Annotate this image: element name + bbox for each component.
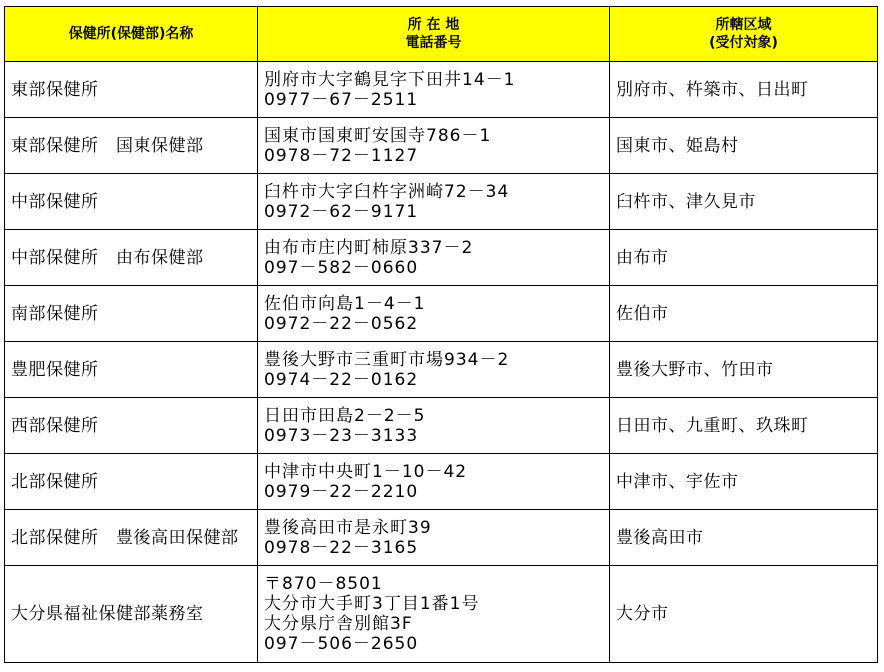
cell-name: 大分県福祉保健部薬務室 xyxy=(5,566,258,663)
address-line: 由布市庄内町柿原337－2 xyxy=(264,237,474,258)
cell-name: 豊肥保健所 xyxy=(5,342,258,398)
table-row xyxy=(5,286,878,342)
cell-area: 臼杵市、津久見市 xyxy=(610,174,878,230)
header-area-label: 所轄区域 xyxy=(715,17,772,33)
cell-address xyxy=(258,398,610,454)
table-row xyxy=(5,454,878,510)
address-line: 臼杵市大字臼杵字洲崎72－34 xyxy=(264,181,510,202)
cell-area: 別府市、杵築市、日出町 xyxy=(610,62,878,118)
cell-name: 西部保健所 xyxy=(5,398,258,454)
cell-area: 国東市、姫島村 xyxy=(610,118,878,174)
cell-address xyxy=(258,118,610,174)
cell-area: 日田市、九重町、玖珠町 xyxy=(610,398,878,454)
cell-name: 中部保健所 由布保健部 xyxy=(5,230,258,286)
header-area-sub-label: (受付対象) xyxy=(709,35,778,51)
cell-address xyxy=(258,566,610,663)
cell-address xyxy=(258,286,610,342)
header-name xyxy=(5,7,258,62)
phone-line: 0978－22－3165 xyxy=(264,537,419,558)
cell-area: 豊後大野市、竹田市 xyxy=(610,342,878,398)
postal-code-line: 〒870－8501 xyxy=(264,574,383,594)
cell-area: 豊後高田市 xyxy=(610,510,878,566)
phone-line: 0973－23－3133 xyxy=(264,425,419,446)
table-row xyxy=(5,342,878,398)
address-line: 別府市大字鶴見字下田井14－1 xyxy=(264,69,516,90)
header-phone-label: 電話番号 xyxy=(405,35,462,51)
cell-area: 中津市、宇佐市 xyxy=(610,454,878,510)
table-row xyxy=(5,510,878,566)
address-line: 国東市国東町安国寺786－1 xyxy=(264,125,492,146)
cell-address xyxy=(258,230,610,286)
table-row xyxy=(5,566,878,663)
phone-line: 0972－22－0562 xyxy=(264,313,419,334)
table-row xyxy=(5,62,878,118)
cell-area: 大分市 xyxy=(610,566,878,663)
cell-area: 佐伯市 xyxy=(610,286,878,342)
phone-line: 0972－62－9171 xyxy=(264,201,419,222)
cell-address xyxy=(258,174,610,230)
cell-address xyxy=(258,342,610,398)
health-center-table xyxy=(4,6,878,663)
phone-line: 0978－72－1127 xyxy=(264,145,419,166)
table-row xyxy=(5,230,878,286)
cell-name: 東部保健所 xyxy=(5,62,258,118)
address-line: 佐伯市向島1－4－1 xyxy=(264,293,426,314)
cell-name: 中部保健所 xyxy=(5,174,258,230)
phone-line: 097－506－2650 xyxy=(264,634,419,654)
cell-area: 由布市 xyxy=(610,230,878,286)
header-address-label: 所 在 地 xyxy=(407,17,460,33)
header-name-label: 保健所(保健部)名称 xyxy=(68,26,194,42)
address-line: 日田市田島2－2－5 xyxy=(264,405,426,426)
building-line: 大分県庁舎別館3F xyxy=(264,614,413,634)
table-row xyxy=(5,398,878,454)
cell-address xyxy=(258,510,610,566)
table-row xyxy=(5,174,878,230)
header-area xyxy=(610,7,878,62)
cell-address xyxy=(258,454,610,510)
table-header-row xyxy=(5,7,878,62)
cell-name: 北部保健所 豊後高田保健部 xyxy=(5,510,258,566)
address-line: 大分市大手町3丁目1番1号 xyxy=(264,594,480,614)
address-line: 豊後高田市是永町39 xyxy=(264,517,432,538)
address-line: 豊後大野市三重町市場934－2 xyxy=(264,349,510,370)
health-center-table-container xyxy=(4,6,878,663)
cell-name: 北部保健所 xyxy=(5,454,258,510)
cell-name: 南部保健所 xyxy=(5,286,258,342)
header-address xyxy=(258,7,610,62)
table-row xyxy=(5,118,878,174)
address-line: 中津市中央町1－10－42 xyxy=(264,461,468,482)
phone-line: 0979－22－2210 xyxy=(264,481,419,502)
cell-name: 東部保健所 国東保健部 xyxy=(5,118,258,174)
phone-line: 0974－22－0162 xyxy=(264,369,419,390)
phone-line: 0977－67－2511 xyxy=(264,89,419,110)
cell-address xyxy=(258,62,610,118)
phone-line: 097－582－0660 xyxy=(264,257,419,278)
